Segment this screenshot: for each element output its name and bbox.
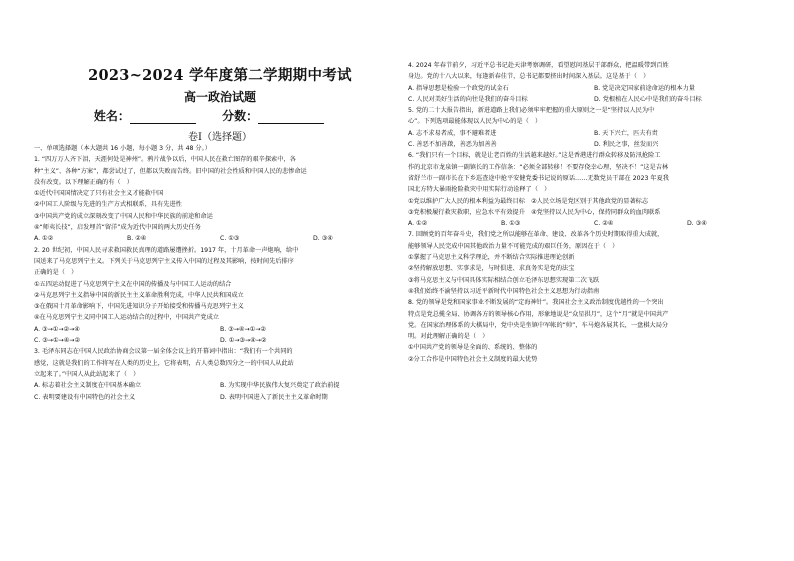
question-line: 2. 20 世纪初，中国人民寻求救国救民真理的道路屡遭挫折。1917 年，十月革命一声炮响，给中	[34, 246, 299, 254]
question-line: 6. “我们只有一个目标，就是让老百姓的生活越来越好。”这是香港进行群众转移及防汛抢险工	[408, 152, 661, 160]
right-body	[408, 60, 780, 365]
question-line: 心”。下列选项最能体现以人民为中心的是（ ）	[408, 118, 542, 126]
question-line: 明。对此理解正确的是（ ）	[408, 333, 489, 341]
right-column	[408, 0, 780, 561]
score-blank[interactable]	[258, 111, 324, 124]
question-line: 能够领导人民完成中国其他政治力量不可能完成的艰巨任务，原因在于（ ）	[408, 242, 619, 250]
statement-line: ③在俄国十月革命影响下，中国先进知识分子开始接受和传播马克思列宁主义	[34, 303, 244, 311]
name-label: 姓名：	[93, 109, 130, 123]
statement-line: ③将马克思主义与中国具体实际相结合创立毛泽东思想实现第二次飞跃	[408, 276, 600, 284]
q6-options	[408, 218, 780, 229]
option: B. ③→④→①→②	[220, 325, 266, 333]
option: B. 天下兴亡，匹夫有责	[594, 129, 658, 137]
question-line: 8. 党的领导是党和国家事业不断发展的“定海神针”。我国社会主义政治制度优越性的一个突出	[408, 299, 664, 307]
question-line: 种“主义”、各种“方案”，都尝试过了，但都以失败而告终。旧中国的社会性质和中国人民的悲惨命运	[34, 167, 307, 175]
statement-line: ④我们始终不渝坚持以习近平新时代中国特色社会主义思想为行动指南	[408, 287, 600, 295]
option: A. 志不求易者成，事不避难者进	[408, 129, 497, 137]
question-line: 特点是党总揽全局、协调各方的领导核心作用，形象地说是“众星拱月”，这个“月”就是中国共产	[408, 310, 669, 318]
statement-line: ②分工合作是中国特色社会主义制度的最大优势	[408, 355, 538, 363]
statement-line: ①五四运动促进了马克思列宁主义在中国的传播及与中国工人运动的结合	[34, 280, 232, 288]
statement-line: ①中国共产党的领导是全面的、系统的、整体的	[408, 344, 538, 352]
left-column	[34, 0, 406, 561]
q4-options	[408, 94, 780, 105]
question-line: 正确的是（ ）	[34, 269, 78, 277]
option: D. ③④	[313, 235, 333, 243]
q1-options	[34, 233, 406, 244]
name-score-line	[34, 107, 406, 124]
option: C. ③→①→④→②	[34, 337, 80, 345]
question-line: 党。在国家治理体系的大棋局中，党中央是坐镇中军帐的“帅”，车马炮各展其长，一盘棋大局分	[408, 321, 669, 329]
option: D. 表明中国进入了新民主主义革命时期	[220, 393, 328, 401]
option: D. 利民之事，丝发而兴	[594, 141, 659, 149]
score-label: 分数：	[222, 109, 259, 123]
q5-options	[408, 139, 780, 150]
question-line: 没有改变。以下理解正确的有（ ）	[34, 178, 133, 186]
question-line: 1. “四万万人齐下泪，天涯何处是神州”。鸦片战争以后，中国人民在救亡图存的艰辛探索中，各	[34, 156, 296, 164]
statement-line: ④“师夷长技”，启发埋首“留洋”成为近代中国的两大历史任务	[34, 224, 201, 232]
left-body	[34, 143, 406, 403]
option: A. ①②	[408, 220, 428, 228]
option: A. ③→①→②→④	[34, 325, 80, 333]
statement-line: ②马克思列宁主义指导中国的新民主主义革命胜利完成，中华人民共和国成立	[34, 291, 244, 299]
option: C. ①③	[220, 235, 240, 243]
q5-options	[408, 128, 780, 139]
q3-options	[34, 392, 406, 403]
q3-options	[34, 380, 406, 391]
question-line: 5. 党的二十大报告指出，新进道路上我们必须牢牢把握的重大原则之一是“坚持以人民为中	[408, 107, 655, 115]
option: C. 善恶不加善啟，善恶为加善善	[408, 141, 497, 149]
question-line: 身边。党的十八大以来，每逢新春佳节，总书记都要挤出时间深入基层。这是基于（ ）	[408, 73, 650, 81]
question-line: 4. 2024 年春节前夕，习近平总书记赴天津考察调研，看望慰问基层干部群众，把温暖带到百姓	[408, 62, 669, 69]
option: A. ①②	[34, 235, 54, 243]
q2-options	[34, 335, 406, 346]
intro-line: 一、单项选择题（本大题共 16 小题，每小题 3 分，共 48 分。）	[34, 145, 211, 152]
option: B. ①③	[501, 220, 521, 228]
question-line: 省舒兰市一副市长在下乡巡查途中抢平安健党委书记说的原话……无数党员干部在 2023 年夏我	[408, 174, 669, 182]
option: A. 标志着社会主义制度在中国基本确立	[34, 382, 142, 390]
question-line: 7. 回顾党的百年奋斗史，我们党之所以能够在革命、建设、改革各个历史时期取得重大成就，	[408, 231, 664, 239]
option: C. 人民对美好生活的向往是我们的奋斗目标	[408, 95, 528, 103]
question-line: 立起来了。”中国人从此站起来了（ ）	[34, 370, 140, 378]
q4-options	[408, 83, 780, 94]
question-line: 感觉，这就是我们的工作将写在人类的历史上，它将表明，占人类总数四分之一的中国人从此站	[34, 359, 294, 367]
question-line: 国送来了马克思列宁主义。下列关于马克思列宁主义传入中国的过程及其影响，按时间先后排序	[34, 257, 294, 265]
question-line: 国北方特大暴雨抢险救灾中用实际行动诠释了（ ）	[408, 186, 551, 194]
exam-title: 2023~2024 学年度第二学期期中考试	[88, 67, 352, 84]
statement-line: ②中国工人阶级与先进的生产方式相联系，具有先进性	[34, 201, 182, 209]
option: C. 表明要建设有中国特色的社会主义	[34, 393, 136, 401]
option: D. ③④	[687, 220, 707, 228]
statement-line: ④在马克思列宁主义同中国工人运动结合的过程中，中国共产党成立	[34, 314, 219, 322]
question-line: 作的北京市龙泉镇一副镇长的工作信条：“必须全部转移！不要存侥幸心理，坚决不！”这是吉林	[408, 163, 669, 171]
statement-line: ③中国共产党的成立深刻改变了中国人民和中华民族的前途和命运	[34, 212, 213, 220]
exam-subtitle: 高一政治试题	[183, 90, 256, 104]
statement-line: ③党积极履行救灾救职，应急水平有效提升 ④党坚持以人民为中心，保持同群众的血肉联系	[408, 208, 661, 216]
option: B. 为实现中华民族伟大复兴奠定了政治前提	[220, 382, 340, 390]
statement-line: ①掌握了马克思主义科学理论，并不断结合实际推进理论创新	[408, 254, 575, 262]
option: D. ①→③→④→②	[220, 337, 267, 345]
option: B. 党是决定国家前途命运的根本力量	[594, 84, 695, 92]
statement-line: ①近代中国国情决定了只有社会主义才能救中国	[34, 190, 164, 198]
option: D. 党根植在人民心中是我们的奋斗目标	[594, 95, 702, 103]
question-line: 3. 毛泽东同志在中国人民政治协商会议第一届全体会议上的开幕词中指出：“我们有一个共同的	[34, 348, 293, 356]
name-blank[interactable]	[130, 111, 196, 124]
option: B. ②④	[127, 235, 147, 243]
section-title: 卷Ⅰ（选择题）	[188, 132, 252, 143]
option: A. 指导思想是检验一个政党的试金石	[408, 84, 509, 92]
statement-line: ②坚持解放思想、实事求是，与时俱进、求真务实是党的法宝	[408, 265, 575, 273]
q2-options	[34, 324, 406, 335]
option: C. ②④	[594, 220, 614, 228]
statement-line: ①党以维护广大人民的根本利益为最终目标 ②人民立场是党区别于其他政党的显著标志	[408, 197, 649, 205]
